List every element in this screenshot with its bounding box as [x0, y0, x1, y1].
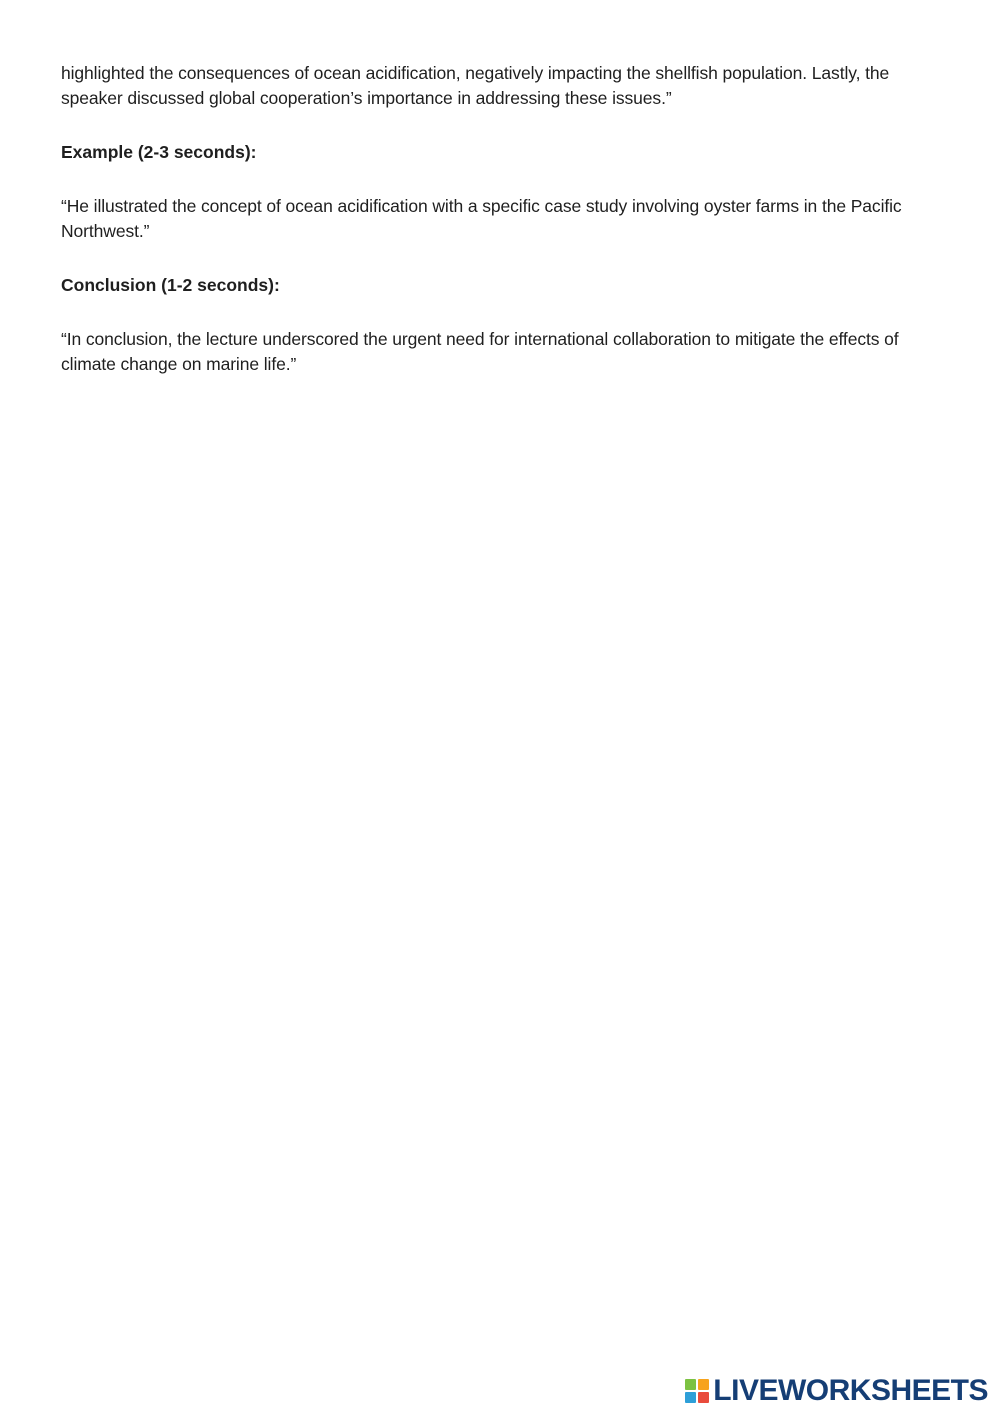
liveworksheets-grid-icon: [685, 1379, 709, 1403]
document-body: [61, 61, 931, 377]
logo-square-l: [685, 1379, 696, 1390]
logo-square-e: [698, 1392, 709, 1403]
paragraph-example: “He illustrated the concept of ocean acidification with a specific case study involving oyster farms in the Pacific Northwest.”: [61, 196, 902, 241]
paragraph-intro-continuation: highlighted the consequences of ocean acidification, negatively impacting the shellfish population. Lastly, the speaker discussed global cooperation’s importance in addressing these issues.”: [61, 63, 890, 108]
logo-square-i: [698, 1379, 709, 1390]
brand-name: LIVEWORKSHEETS: [713, 1374, 988, 1407]
heading-example: Example (2-3 seconds):: [61, 142, 257, 162]
logo-square-v: [685, 1392, 696, 1403]
heading-conclusion: Conclusion (1-2 seconds):: [61, 275, 280, 295]
liveworksheets-logo: [685, 1374, 988, 1408]
paragraph-conclusion: “In conclusion, the lecture underscored the urgent need for international collaboration to mitigate the effects of climate change on marine life.”: [61, 329, 899, 374]
